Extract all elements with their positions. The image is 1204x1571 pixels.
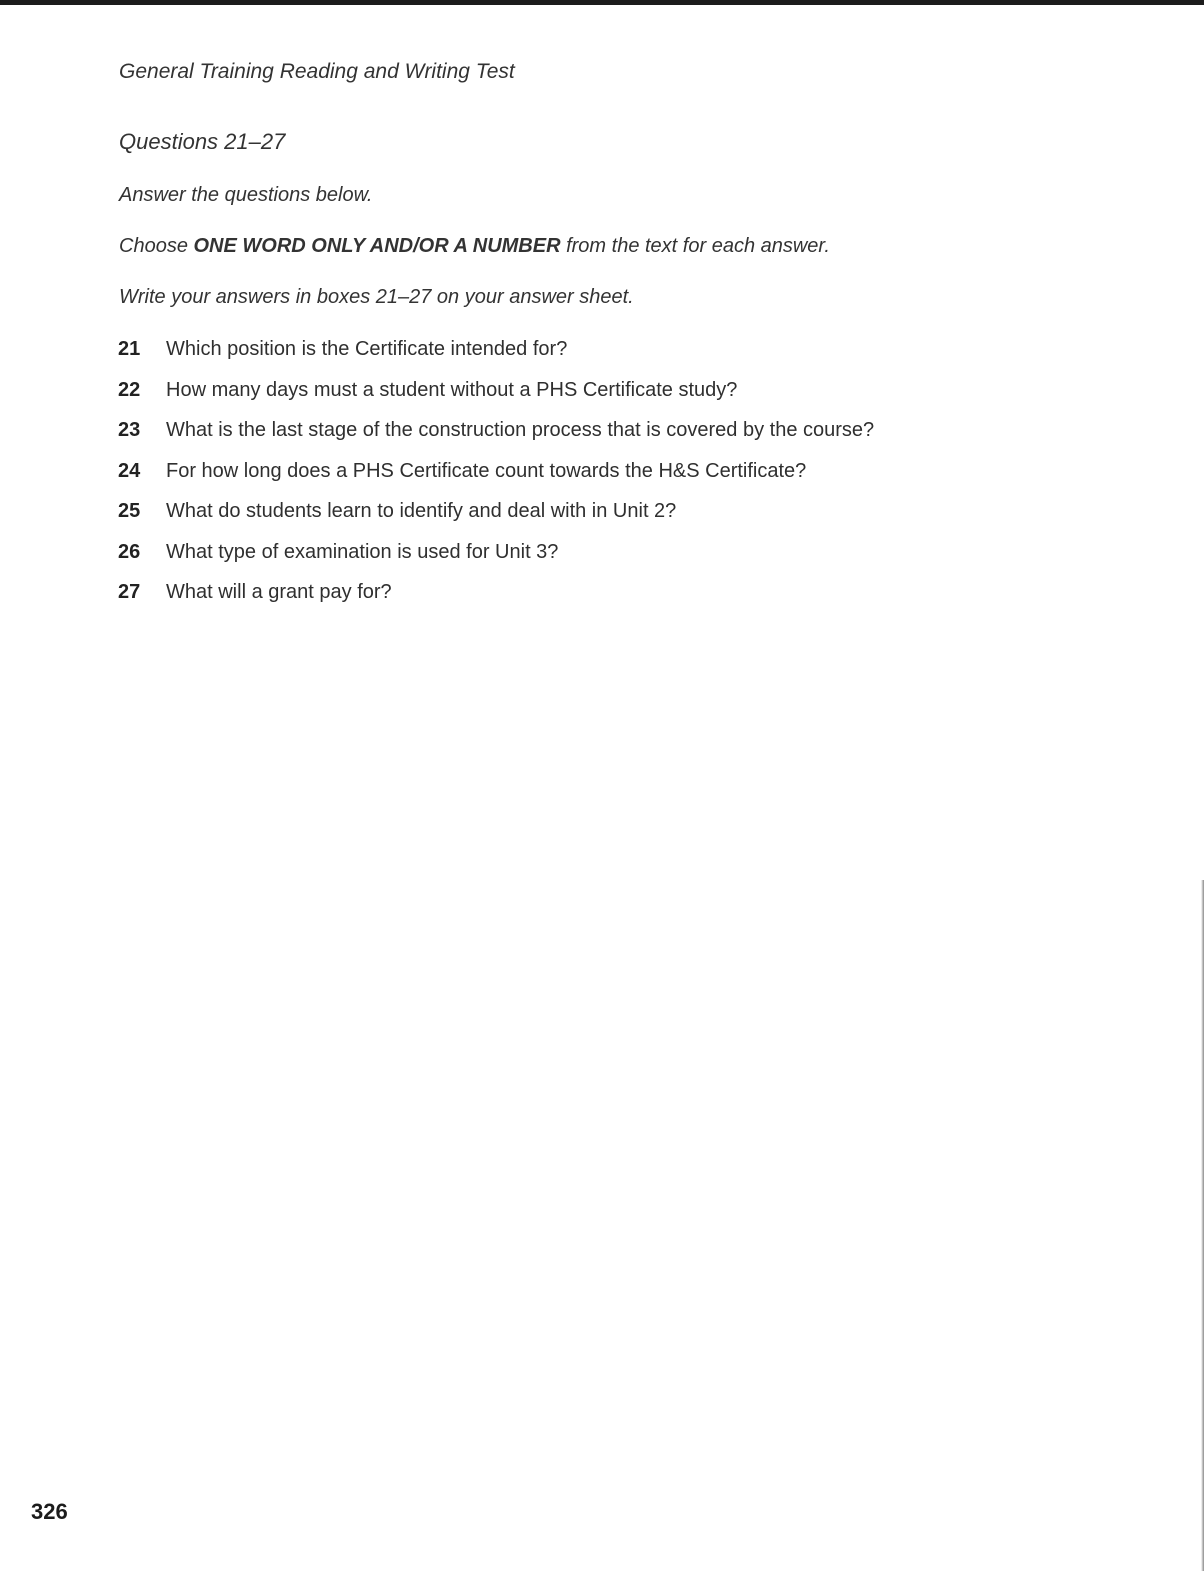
question-item [118, 538, 874, 579]
section-title: Questions 21–27 [119, 129, 286, 154]
question-number: 22 [118, 378, 141, 401]
question-item [118, 416, 874, 457]
question-item [118, 497, 874, 538]
question-text: What type of examination is used for Unit 3? [166, 540, 559, 563]
instruction-choose [119, 235, 830, 258]
question-number: 24 [118, 459, 141, 482]
question-text: Which position is the Certificate intended for? [166, 338, 568, 360]
question-text: What will a grant pay for? [166, 581, 392, 603]
question-item [118, 457, 874, 498]
running-header: General Training Reading and Writing Test [119, 60, 515, 83]
question-item [118, 335, 874, 376]
question-text: What do students learn to identify and deal with in Unit 2? [166, 500, 677, 522]
question-number: 21 [118, 338, 141, 360]
question-number: 26 [118, 540, 141, 563]
instruction-choose-suffix: from the text for each answer. [560, 235, 830, 257]
question-number: 27 [118, 581, 141, 603]
page-number: 326 [31, 1499, 68, 1524]
question-text: For how long does a PHS Certificate count towards the H&S Certificate? [166, 459, 807, 482]
question-item [118, 578, 874, 619]
question-text: How many days must a student without a PHS Certificate study? [166, 378, 738, 401]
instruction-choose-emphasis: ONE WORD ONLY AND/OR A NUMBER [193, 235, 561, 257]
instruction-answer: Answer the questions below. [119, 184, 373, 206]
question-number: 23 [118, 419, 141, 441]
top-border-rule [0, 0, 1204, 5]
question-number: 25 [118, 500, 141, 522]
question-list [118, 335, 874, 619]
instruction-write: Write your answers in boxes 21–27 on your answer sheet. [119, 286, 634, 308]
question-text: What is the last stage of the construction process that is covered by the course? [166, 419, 875, 441]
question-item [118, 376, 874, 417]
instruction-choose-prefix: Choose [119, 235, 194, 257]
